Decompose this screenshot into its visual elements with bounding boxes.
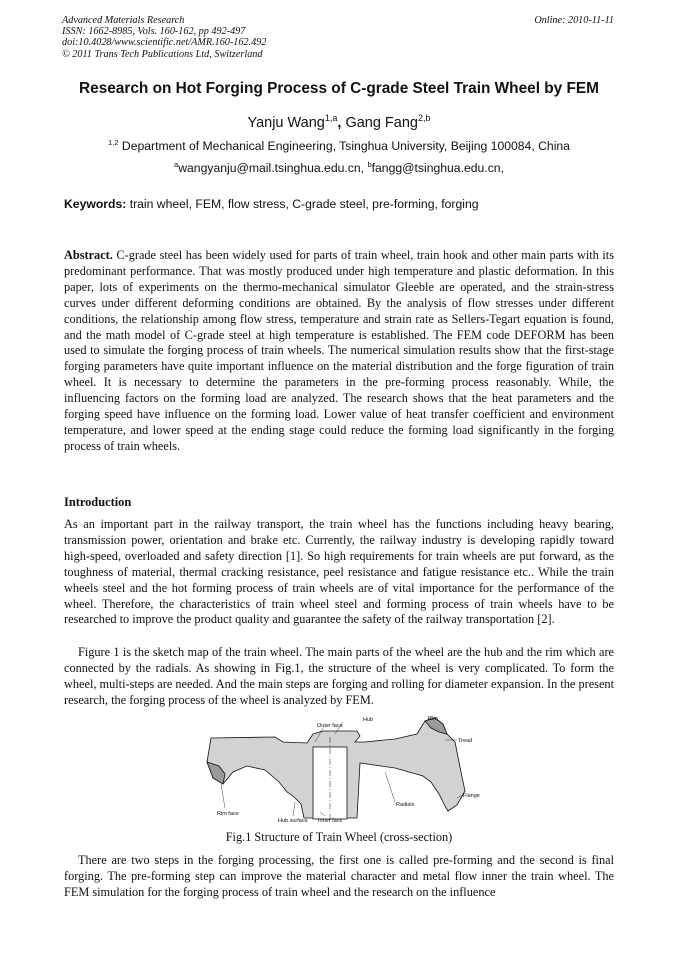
abstract-label: Abstract. <box>64 248 113 262</box>
author-2-affil: 2,b <box>418 113 431 124</box>
email-line <box>0 161 678 175</box>
figure-caption: Fig.1 Structure of Train Wheel (cross-section) <box>225 830 453 844</box>
author-2: Gang Fang <box>345 115 418 131</box>
doi-line: doi:10.4028/www.scientific.net/AMR.160-162.492 <box>62 37 267 49</box>
email-b[interactable]: fangg@tsinghua.edu.cn, <box>371 161 504 175</box>
affiliation-marker: 1,2 <box>108 137 119 147</box>
label-tread: Tread <box>458 738 473 744</box>
affiliation-text: Department of Mechanical Engineering, Tsinghua University, Beijing 100084, China <box>118 139 570 153</box>
label-outer-face: Outer face <box>317 723 343 729</box>
label-radials: Radials <box>396 802 415 808</box>
online-date: Online: 2010-11-11 <box>534 15 614 26</box>
label-rim-face: Rim face <box>217 811 239 817</box>
author-separator: , <box>337 115 346 131</box>
introduction-heading: Introduction <box>64 495 132 509</box>
keywords-text: train wheel, FEM, flow stress, C-grade steel, pre-forming, forging <box>126 197 479 211</box>
abstract <box>64 248 614 455</box>
label-hub-surface: Hub surface <box>278 818 308 824</box>
journal-name: Advanced Materials Research <box>62 15 185 26</box>
affiliation <box>0 139 678 153</box>
train-wheel-figure <box>195 712 485 826</box>
author-1-affil: 1,a <box>324 113 338 124</box>
email-marker-b: b <box>367 159 372 169</box>
author-line <box>0 115 678 131</box>
keywords-label: Keywords: <box>64 197 127 211</box>
intro-paragraph-3: There are two steps in the forging processing, the first one is called pre-forming and the second is final forging. The pre-forming step can improve the material character and metal flow inner the train wheel. The FEM simulation for the forging process of train wheel and the research on the influence <box>64 853 614 899</box>
label-inner-face: Inner face <box>318 818 343 824</box>
paper-title: Research on Hot Forging Process of C-grade Steel Train Wheel by FEM <box>79 80 599 97</box>
email-a[interactable]: wangyanju@mail.tsinghua.edu.cn, <box>178 161 368 175</box>
email-marker-a: a <box>174 159 179 169</box>
keywords <box>64 197 614 211</box>
label-rim: Rim <box>428 716 438 722</box>
label-flange: Flange <box>463 793 480 799</box>
intro-paragraph-1: As an important part in the railway transport, the train wheel has the functions including heavy bearing, transmission power, orientation and brake etc. Currently, the railway industry is developing rapidly toward high-speed, overloaded and safety direction [1]. So high requirements for train wheels are put forward, as the toughness of material, thermal cracking resistance, peel resistance and fatigue resistance etc.. While the train wheels steel and the hot forming process of train wheels are of vital importance for the performance of the wheel. Therefore, the characteristics of train wheel steel and forming process of train wheels have to be researched to improve the product quality and guarantee the safety of the railway transportation [2]. <box>64 517 614 627</box>
journal-header <box>62 15 266 60</box>
abstract-text: C-grade steel has been widely used for parts of train wheel, train hook and other main parts with its predominant performance. That was mostly produced under high temperature and plastic deformation. In this paper, lots of experiments on the thermo-mechanical simulator Gleeble are operated, and the strain-stress curves under different deforming conditions are obtained. By the analysis of flow stresses under different conditions, the relationship among flow stress, temperature and strain rate as Sellers-Tegart equation is found, and the math model of C-grade steel at high temperature is established. The FEM code DEFORM has been used to simulate the forging process of train wheels. The numerical simulation results show that the first-stage forging parameters have quite important influence on the material distribution and the forge figuration of train wheel. It is necessary to determine the parameters in the pre-forming process reasonably. While, the influencing factors on the forming load are analyzed. The research shows that the heat parameters and the forging speed have influence on the forming load. Lower value of heat transfer coefficient and environment temperature, and lower speed at the ending stage could reduce the forming load significantly in the forging process of train wheels. <box>64 248 614 453</box>
copyright-line: © 2011 Trans Tech Publications Ltd, Switzerland <box>62 48 263 60</box>
intro-paragraph-2: Figure 1 is the sketch map of the train wheel. The main parts of the wheel are the hub and the rim which are connected by the radials. As showing in Fig.1, the structure of the wheel is very complicated. To form the wheel, multi-steps are needed. And the main steps are forging and rolling for diameter expansion. In the present research, the forging process of the wheel is analyzed by FEM. <box>64 645 614 707</box>
label-hub: Hub <box>363 717 374 723</box>
author-1: Yanju Wang <box>247 115 325 131</box>
issn-line: ISSN: 1662-8985, Vols. 160-162, pp 492-497 <box>62 26 246 38</box>
